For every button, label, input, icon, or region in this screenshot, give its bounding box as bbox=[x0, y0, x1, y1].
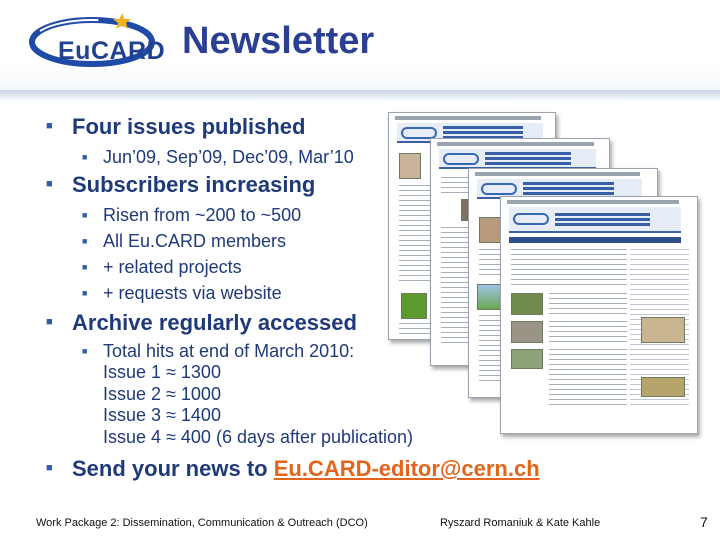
bullet-icon: ■ bbox=[82, 210, 88, 220]
bullet-icon: ■ bbox=[46, 178, 53, 190]
bullet-icon: ■ bbox=[82, 262, 88, 272]
logo-text: EuCARD bbox=[58, 37, 166, 65]
header-divider bbox=[0, 90, 720, 102]
sub-bullet-members: All Eu.CARD members bbox=[103, 231, 287, 251]
hits-issue-4: Issue 4 ≈ 400 (6 days after publication) bbox=[103, 427, 414, 447]
sub-bullet-related-projects: + related projects bbox=[103, 257, 242, 277]
sub-bullet-subscribers-growth: Risen from ~200 to ~500 bbox=[103, 205, 302, 225]
bullet-subscribers: Subscribers increasing bbox=[72, 172, 316, 197]
bullet-icon: ■ bbox=[46, 316, 53, 328]
sub-bullet-total-hits: Total hits at end of March 2010: bbox=[103, 341, 355, 361]
footer-work-package: Work Package 2: Dissemination, Communication & Outreach (DCO) bbox=[36, 517, 368, 529]
bullet-archive: Archive regularly accessed bbox=[72, 310, 357, 335]
sub-bullet-issue-dates: Jun’09, Sep’09, Dec’09, Mar’10 bbox=[103, 147, 354, 167]
sub-bullet-website-requests: + requests via website bbox=[103, 283, 282, 303]
page-title: Newsletter bbox=[182, 20, 375, 62]
bullet-icon: ■ bbox=[82, 152, 88, 162]
bullet-issues-published: Four issues published bbox=[72, 114, 306, 139]
hits-issue-1: Issue 1 ≈ 1300 bbox=[103, 362, 221, 382]
newsletter-thumbnail-4 bbox=[500, 196, 698, 434]
bullet-icon: ■ bbox=[46, 120, 53, 132]
editor-email-link[interactable]: Eu.CARD-editor@cern.ch bbox=[273, 456, 540, 481]
bullet-icon: ■ bbox=[82, 236, 88, 246]
hits-issue-2: Issue 2 ≈ 1000 bbox=[103, 384, 221, 404]
hits-issue-3: Issue 3 ≈ 1400 bbox=[103, 405, 221, 425]
footer-authors: Ryszard Romaniuk & Kate Kahle bbox=[440, 517, 601, 529]
send-news-label: Send your news to bbox=[72, 456, 274, 481]
page-number: 7 bbox=[700, 514, 708, 530]
eucard-logo bbox=[22, 10, 172, 72]
bullet-send-news bbox=[72, 456, 540, 482]
bullet-icon: ■ bbox=[82, 346, 88, 356]
bullet-icon: ■ bbox=[82, 288, 88, 298]
bullet-icon: ■ bbox=[46, 462, 53, 474]
